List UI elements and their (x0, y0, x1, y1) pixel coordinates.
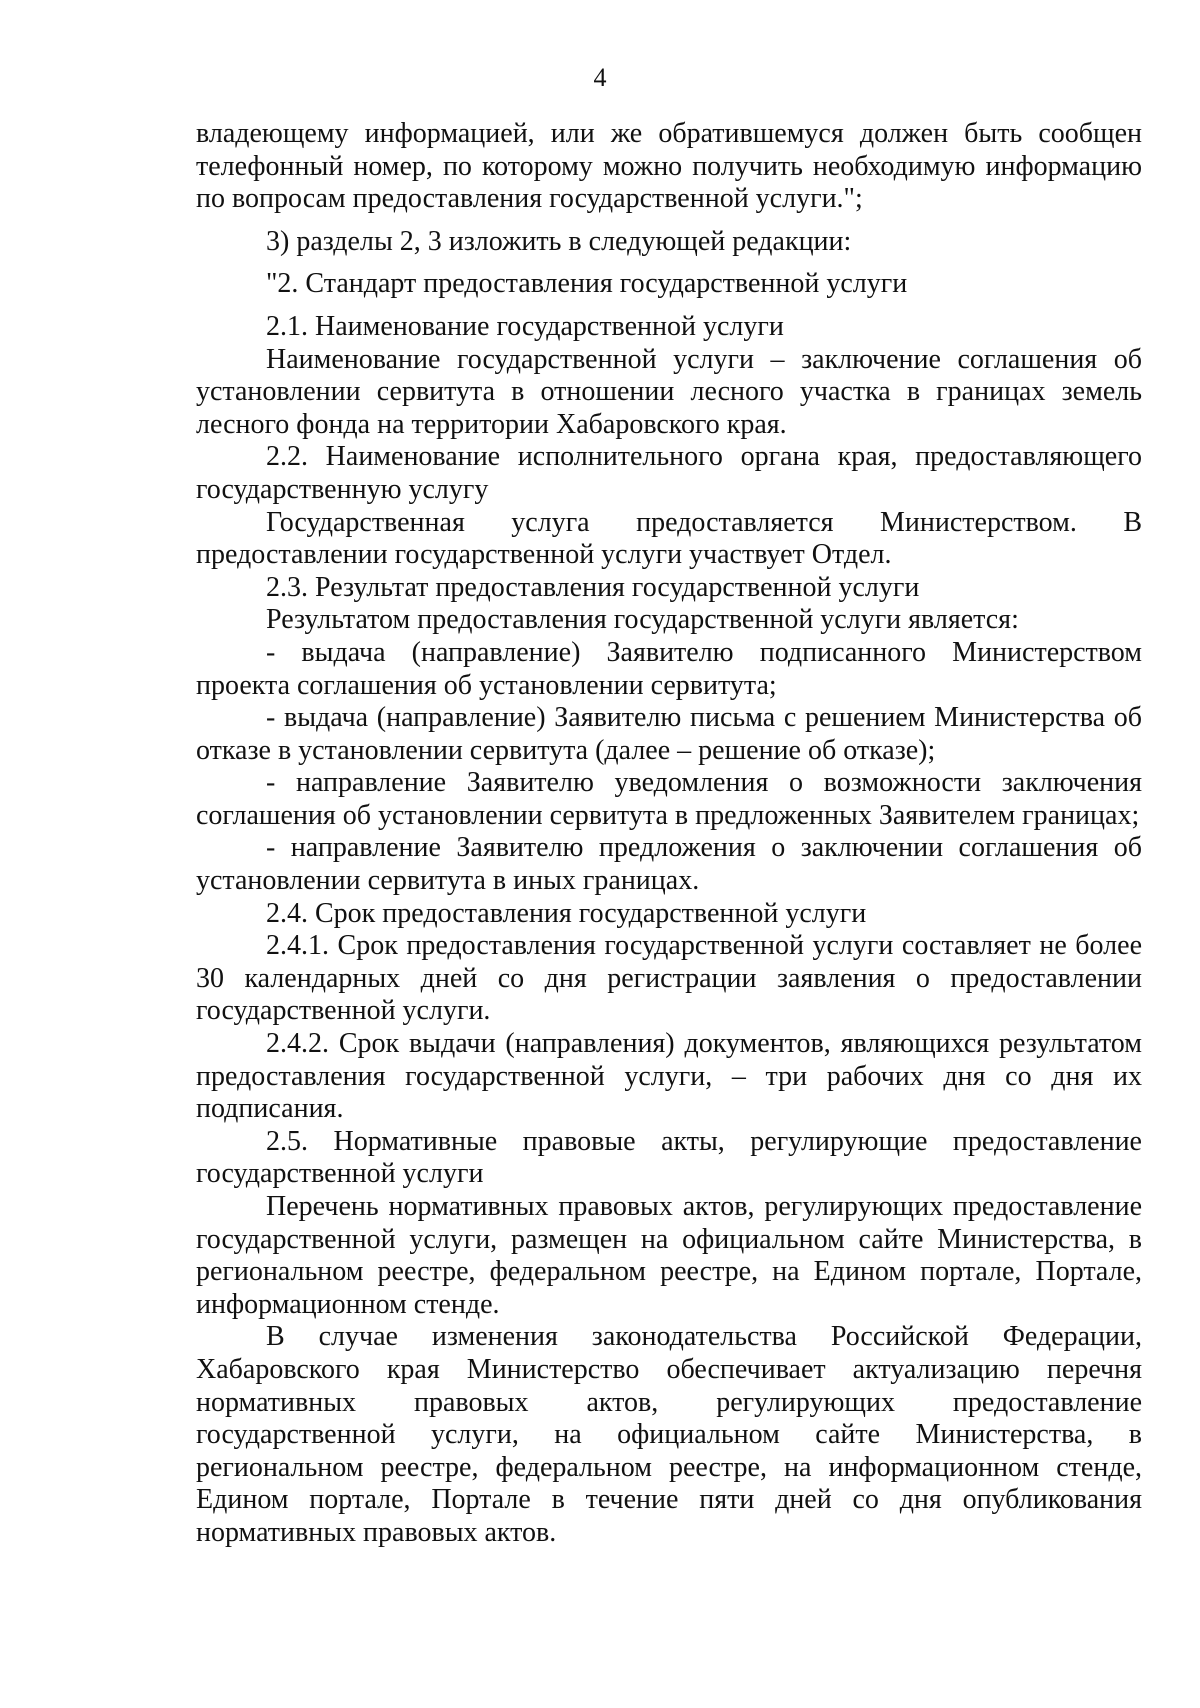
paragraph: Государственная услуга предоставляется Министерством. В предоставлении государственной услуги участвует Отдел. (196, 506, 1142, 571)
page-number: 4 (593, 63, 607, 92)
subsection-heading: 2.1. Наименование государственной услуги (266, 310, 784, 342)
subsection-heading: 2.4. Срок предоставления государственной услуги (266, 897, 867, 929)
paragraph: Результатом предоставления государственной услуги является: (266, 604, 1019, 636)
paragraph-continuation: владеющему информацией, или же обратившемуся должен быть сообщен телефонный номер, по которому можно получить необходимую информацию по вопросам предоставления государственной услуги."; (196, 118, 1142, 215)
subsection-heading: 2.5. Нормативные правовые акты, регулирующие предоставление государственной услуги (196, 1125, 1142, 1190)
paragraph: 2.4.1. Срок предоставления государственной услуги составляет не более 30 календарных дней со дня регистрации заявления о предоставлении государственной услуги. (196, 930, 1142, 1027)
list-item: - выдача (направление) Заявителю письма с решением Министерства об отказе в установлении сервитута (далее – решение об отказе); (196, 702, 1142, 766)
document-body (196, 118, 1142, 1550)
paragraph-amendment-item: 3) разделы 2, 3 изложить в следующей редакции: (266, 225, 852, 257)
section-heading: "2. Стандарт предоставления государственной услуги (266, 268, 908, 300)
subsection-heading: 2.3. Результат предоставления государственной услуги (266, 571, 920, 603)
list-item: - выдача (направление) Заявителю подписанного Министерством проекта соглашения об установлении сервитута; (196, 636, 1142, 701)
list-item: - направление Заявителю уведомления о возможности заключения соглашения об установлении сервитута в предложенных Заявителем границах; (196, 767, 1142, 831)
paragraph: 2.4.2. Срок выдачи (направления) документов, являющихся результатом предоставления государственной услуги, – три рабочих дня со дня их подписания. (196, 1028, 1142, 1125)
subsection-heading: 2.2. Наименование исполнительного органа края, предоставляющего государственную услугу (196, 441, 1142, 505)
paragraph: Перечень нормативных правовых актов, регулирующих предоставление государственной услуги, размещен на официальном сайте Министерства, в региональном реестре, федеральном реестре, на Едином портале, Портале, информационном стенде. (196, 1191, 1142, 1320)
paragraph: Наименование государственной услуги – заключение соглашения об установлении сервитута в отношении лесного участка в границах земель лесного фонда на территории Хабаровского края. (196, 343, 1142, 440)
paragraph: В случае изменения законодательства Российской Федерации, Хабаровского края Министерство обеспечивает актуализацию перечня нормативных правовых актов, регулирующих предоставление государственной услуги, на официальном сайте Министерства, в региональном реестре, федеральном реестре, на информационном стенде, Едином портале, Портале в течение пяти дней со дня опубликования нормативных правовых актов. (196, 1321, 1142, 1548)
list-item: - направление Заявителю предложения о заключении соглашения об установлении сервитута в иных границах. (196, 832, 1142, 897)
